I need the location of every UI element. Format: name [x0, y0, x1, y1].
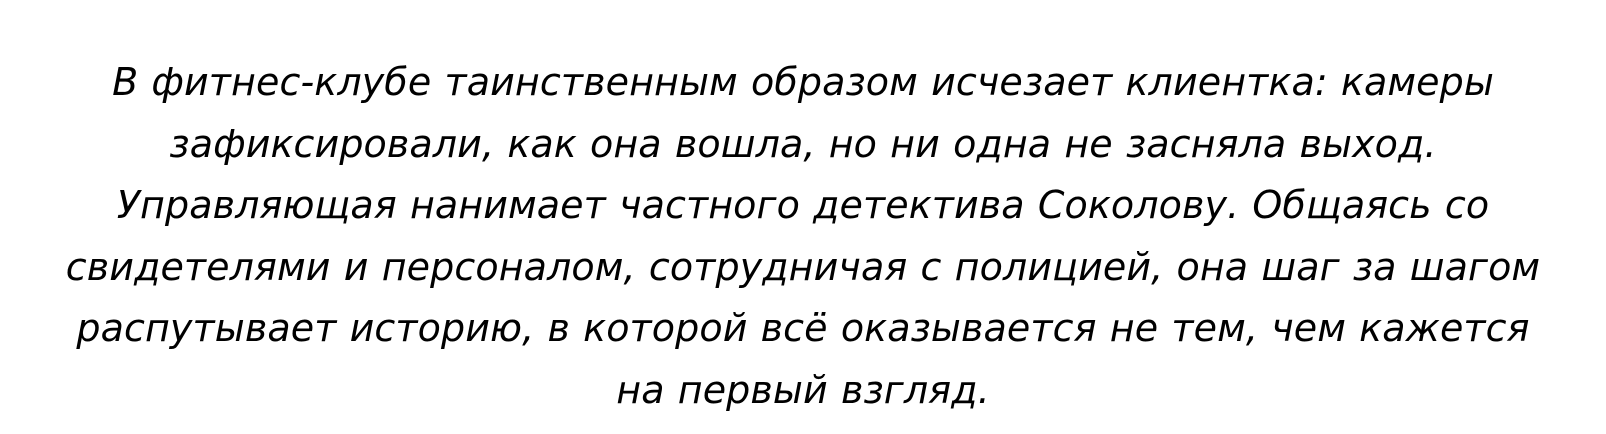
synopsis-paragraph: В фитнес-клубе таинственным образом исчезает клиентка: камеры зафиксировали, как она вошла, но ни одна не засняла выход. Управляющая нанимает частного детектива Соколову. Общаясь со свидетелями и персоналом, сотрудничая с полицией, она шаг за шагом распутывает историю, в которой всё оказывается не тем, чем кажется на первый взгляд.	[65, 60, 1541, 412]
